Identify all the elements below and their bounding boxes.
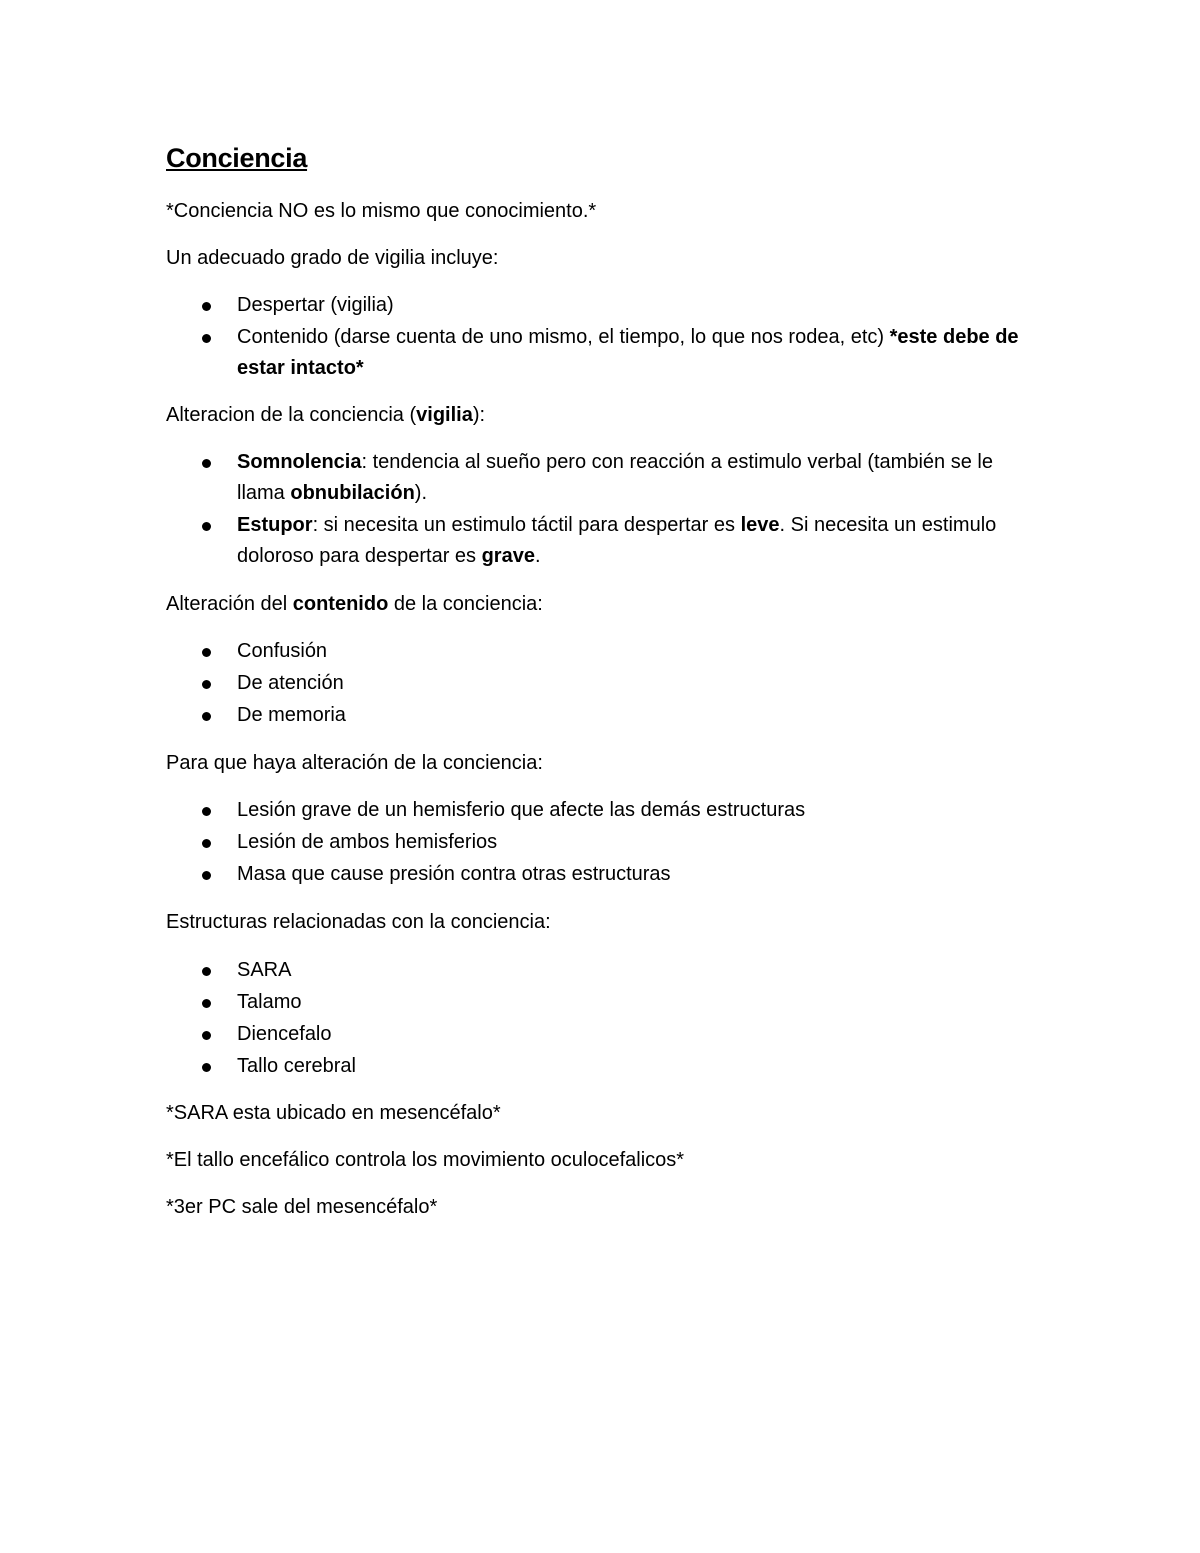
note-pc: *3er PC sale del mesencéfalo*: [166, 1196, 438, 1218]
estructuras-list: [166, 955, 1036, 1083]
estructuras-heading: Estructuras relacionadas con la conciencia:: [166, 911, 551, 933]
list-item: Talamo: [166, 987, 1036, 1018]
list-item: De atención: [166, 668, 1036, 699]
list-item: Masa que cause presión contra otras estructuras: [166, 859, 1036, 890]
intro-note: *Conciencia NO es lo mismo que conocimiento.*: [166, 200, 597, 222]
vigilia-heading: Un adecuado grado de vigilia incluye:: [166, 247, 499, 269]
list-item: Diencefalo: [166, 1019, 1036, 1050]
list-item: Lesión grave de un hemisferio que afecte las demás estructuras: [166, 795, 1036, 826]
page-title: Conciencia: [166, 143, 308, 173]
para-que-heading: Para que haya alteración de la conciencia:: [166, 752, 543, 774]
list-item: Tallo cerebral: [166, 1051, 1036, 1082]
list-item: Contenido (darse cuenta de uno mismo, el tiempo, lo que nos rodea, etc) *este debe de estar intacto*: [166, 322, 1036, 384]
list-item: Lesión de ambos hemisferios: [166, 827, 1036, 858]
list-item: Despertar (vigilia): [166, 290, 1036, 321]
list-item: Somnolencia: tendencia al sueño pero con reacción a estimulo verbal (también se le llama obnubilación).: [166, 447, 1036, 509]
note-tallo: *El tallo encefálico controla los movimiento oculocefalicos*: [166, 1149, 685, 1171]
alteracion-contenido-heading: Alteración del contenido de la conciencia:: [166, 593, 543, 615]
vigilia-list: [166, 290, 1036, 385]
alteracion-vigilia-heading: Alteracion de la conciencia (vigilia):: [166, 404, 486, 426]
para-que-list: [166, 795, 1036, 891]
list-item: Confusión: [166, 636, 1036, 667]
alteracion-contenido-list: [166, 636, 1036, 732]
list-item: De memoria: [166, 700, 1036, 731]
list-item: Estupor: si necesita un estimulo táctil para despertar es leve. Si necesita un estimulo doloroso para despertar es grave.: [166, 510, 1036, 572]
note-sara: *SARA esta ubicado en mesencéfalo*: [166, 1102, 501, 1124]
list-item: SARA: [166, 955, 1036, 986]
alteracion-vigilia-list: [166, 447, 1036, 573]
